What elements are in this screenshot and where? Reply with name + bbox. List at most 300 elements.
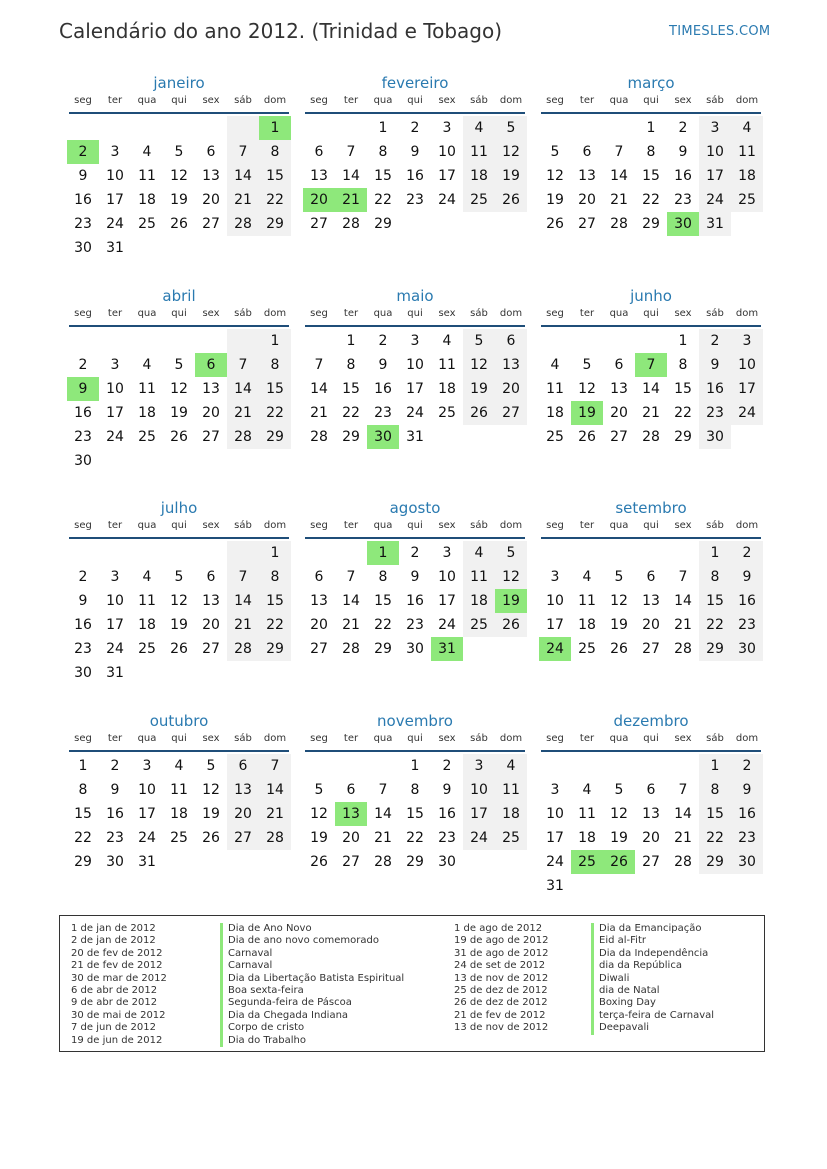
day-cell: 16 <box>74 192 92 208</box>
empty-cell <box>495 850 527 874</box>
day-cell: 14 <box>259 778 291 802</box>
holiday-day-cell: 19 <box>571 401 603 425</box>
header-rule <box>69 750 289 752</box>
legend-date: 21 de fev de 2012 <box>454 1009 546 1021</box>
day-cell: 18 <box>463 589 495 613</box>
week-row <box>67 353 291 377</box>
day-cell: 12 <box>578 381 596 397</box>
week-row <box>67 140 291 164</box>
day-cell: 5 <box>206 758 216 774</box>
empty-cell <box>195 329 227 353</box>
weekday-label: qua <box>373 520 393 531</box>
day-cell: 8 <box>78 782 88 798</box>
day-cell: 27 <box>495 401 527 425</box>
day-cell: 29 <box>374 641 392 657</box>
day-cell: 15 <box>374 593 392 609</box>
week-row <box>67 613 291 637</box>
empty-cell <box>131 236 163 260</box>
empty-cell <box>99 329 131 353</box>
empty-cell <box>731 425 763 449</box>
day-cell: 31 <box>106 240 124 256</box>
week-row <box>303 541 527 565</box>
holiday-day-cell: 20 <box>303 188 335 212</box>
day-cell: 23 <box>406 192 424 208</box>
day-cell: 10 <box>463 778 495 802</box>
day-cell: 11 <box>438 357 456 373</box>
empty-cell <box>699 874 731 898</box>
weekday-label: qui <box>643 733 659 744</box>
day-cell: 12 <box>310 806 328 822</box>
day-cell: 16 <box>674 168 692 184</box>
week-row <box>67 637 291 661</box>
empty-cell <box>603 116 635 140</box>
weekday-header <box>539 308 763 325</box>
day-cell: 29 <box>74 854 92 870</box>
day-cell: 24 <box>106 641 124 657</box>
day-cell: 31 <box>138 854 156 870</box>
day-cell: 2 <box>410 545 420 561</box>
month-agosto <box>303 498 527 661</box>
day-cell: 16 <box>406 168 424 184</box>
empty-cell <box>731 874 763 898</box>
legend-holiday-name: Dia de ano novo comemorado <box>220 935 404 947</box>
weekday-label: sáb <box>234 733 252 744</box>
day-cell: 17 <box>106 192 124 208</box>
day-cell: 3 <box>142 758 152 774</box>
weekday-label: qui <box>407 95 423 106</box>
week-row <box>539 116 763 140</box>
day-cell: 10 <box>699 140 731 164</box>
weekday-header <box>539 520 763 537</box>
week-row <box>539 541 763 565</box>
weekday-label: seg <box>546 520 564 531</box>
month-name: novembro <box>377 712 453 730</box>
weekday-label: sáb <box>470 520 488 531</box>
week-row <box>303 565 527 589</box>
day-cell: 30 <box>74 240 92 256</box>
week-row <box>67 212 291 236</box>
legend-date: 1 de jan de 2012 <box>71 923 156 934</box>
day-cell: 3 <box>731 329 763 353</box>
empty-cell <box>227 541 259 565</box>
day-cell: 30 <box>699 425 731 449</box>
day-cell: 14 <box>227 589 259 613</box>
weekday-label: dom <box>263 95 287 106</box>
day-cell: 13 <box>642 593 660 609</box>
empty-cell <box>603 874 635 898</box>
week-row <box>539 401 763 425</box>
day-cell: 1 <box>259 329 291 353</box>
month-name: junho <box>630 287 672 305</box>
day-cell: 12 <box>170 381 188 397</box>
day-cell: 8 <box>346 357 356 373</box>
day-cell: 9 <box>410 569 420 585</box>
week-row <box>303 353 527 377</box>
week-row <box>539 353 763 377</box>
weekday-label: ter <box>343 308 359 319</box>
day-cell: 6 <box>646 782 656 798</box>
day-cell: 4 <box>463 541 495 565</box>
day-cell: 1 <box>410 758 420 774</box>
day-cell: 25 <box>138 216 156 232</box>
holiday-day-cell: 30 <box>667 212 699 236</box>
legend-date: 30 de mar de 2012 <box>71 972 167 984</box>
day-cell: 22 <box>259 613 291 637</box>
day-cell: 11 <box>578 593 596 609</box>
weekday-label: seg <box>74 733 92 744</box>
day-cell: 9 <box>410 144 420 160</box>
day-cell: 5 <box>495 116 527 140</box>
day-cell: 27 <box>578 216 596 232</box>
day-cell: 20 <box>578 192 596 208</box>
day-cell: 26 <box>546 216 564 232</box>
week-row <box>539 850 763 874</box>
day-cell: 30 <box>438 854 456 870</box>
day-cell: 23 <box>74 429 92 445</box>
week-row <box>303 329 527 353</box>
weekday-label: ter <box>107 520 123 531</box>
day-cell: 26 <box>495 188 527 212</box>
legend-date: 21 de fev de 2012 <box>71 960 163 972</box>
header-rule <box>541 537 761 539</box>
day-cell: 30 <box>74 665 92 681</box>
day-cell: 15 <box>74 806 92 822</box>
empty-cell <box>635 874 667 898</box>
weekday-header <box>67 733 291 750</box>
day-cell: 20 <box>227 802 259 826</box>
day-cell: 18 <box>495 802 527 826</box>
day-cell: 9 <box>78 593 88 609</box>
legend-holiday-name: Boxing Day <box>591 997 714 1009</box>
day-cell: 21 <box>310 405 328 421</box>
week-row <box>303 637 527 661</box>
day-cell: 16 <box>74 617 92 633</box>
day-cell: 13 <box>642 806 660 822</box>
day-cell: 3 <box>110 144 120 160</box>
day-cell: 22 <box>374 192 392 208</box>
day-cell: 28 <box>227 425 259 449</box>
legend-holiday-name: Dia de Ano Novo <box>220 923 404 935</box>
legend-holiday-name: Boa sexta-feira <box>220 985 404 997</box>
weekday-label: qui <box>407 520 423 531</box>
week-row <box>303 377 527 401</box>
day-cell: 29 <box>674 429 692 445</box>
day-cell: 27 <box>310 641 328 657</box>
weekday-label: dom <box>263 733 287 744</box>
legend-date: 2 de jan de 2012 <box>71 935 156 947</box>
week-row <box>539 425 763 449</box>
week-row <box>67 850 291 874</box>
weekday-label: dom <box>499 95 523 106</box>
legend-holiday-name: Carnaval <box>220 960 404 972</box>
day-cell: 24 <box>106 429 124 445</box>
empty-cell <box>163 541 195 565</box>
weekday-label: qua <box>137 520 157 531</box>
day-cell: 29 <box>699 637 731 661</box>
weekday-label: dom <box>735 733 759 744</box>
day-cell: 8 <box>378 569 388 585</box>
day-cell: 3 <box>442 545 452 561</box>
empty-cell <box>227 850 259 874</box>
empty-cell <box>259 236 291 260</box>
day-cell: 14 <box>374 806 392 822</box>
day-cell: 4 <box>495 754 527 778</box>
weekday-label: sex <box>438 520 456 531</box>
weekday-label: seg <box>74 95 92 106</box>
empty-cell <box>259 449 291 473</box>
day-cell: 16 <box>374 381 392 397</box>
month-name: abril <box>162 287 196 305</box>
empty-cell <box>667 874 699 898</box>
weekday-label: qui <box>171 95 187 106</box>
weekday-label: sáb <box>706 520 724 531</box>
weekday-label: ter <box>579 733 595 744</box>
empty-cell <box>335 541 367 565</box>
weekday-label: sáb <box>234 95 252 106</box>
day-cell: 14 <box>674 593 692 609</box>
empty-cell <box>539 329 571 353</box>
month-name: janeiro <box>153 74 205 92</box>
header-rule <box>541 112 761 114</box>
week-row <box>67 778 291 802</box>
day-cell: 30 <box>406 641 424 657</box>
day-cell: 4 <box>550 357 560 373</box>
day-cell: 20 <box>642 617 660 633</box>
day-cell: 18 <box>138 617 156 633</box>
weekday-label: seg <box>546 308 564 319</box>
holiday-day-cell: 13 <box>335 802 367 826</box>
weekday-header <box>67 95 291 112</box>
day-cell: 10 <box>406 357 424 373</box>
legend-holiday-name: terça-feira de Carnaval <box>591 1010 714 1022</box>
holiday-day-cell: 19 <box>495 589 527 613</box>
weekday-header <box>303 308 527 325</box>
empty-cell <box>195 116 227 140</box>
weekday-label: sex <box>674 733 692 744</box>
day-cell: 23 <box>731 826 763 850</box>
day-cell: 11 <box>578 806 596 822</box>
day-cell: 18 <box>138 405 156 421</box>
weekday-label: sáb <box>234 520 252 531</box>
day-cell: 12 <box>170 168 188 184</box>
week-row <box>303 425 527 449</box>
day-cell: 6 <box>582 144 592 160</box>
holiday-day-cell: 6 <box>195 353 227 377</box>
empty-cell <box>603 541 635 565</box>
day-cell: 29 <box>642 216 660 232</box>
day-cell: 21 <box>227 188 259 212</box>
empty-cell <box>667 541 699 565</box>
header-rule <box>305 325 525 327</box>
empty-cell <box>163 236 195 260</box>
day-cell: 12 <box>610 593 628 609</box>
day-cell: 29 <box>259 425 291 449</box>
day-cell: 4 <box>731 116 763 140</box>
holiday-day-cell: 21 <box>335 188 367 212</box>
day-cell: 6 <box>206 569 216 585</box>
day-cell: 15 <box>342 381 360 397</box>
site-name[interactable]: TIMESLES.COM <box>669 24 771 39</box>
day-cell: 29 <box>699 850 731 874</box>
day-cell: 7 <box>614 144 624 160</box>
weekday-label: qua <box>137 95 157 106</box>
day-cell: 19 <box>610 617 628 633</box>
day-cell: 5 <box>314 782 324 798</box>
day-cell: 11 <box>170 782 188 798</box>
day-cell: 28 <box>342 216 360 232</box>
weekday-label: sáb <box>470 733 488 744</box>
weekday-label: dom <box>499 733 523 744</box>
week-row <box>539 212 763 236</box>
day-cell: 6 <box>346 782 356 798</box>
day-cell: 14 <box>342 168 360 184</box>
day-cell: 27 <box>342 854 360 870</box>
weekday-label: qua <box>609 520 629 531</box>
day-cell: 27 <box>227 826 259 850</box>
holiday-day-cell: 7 <box>635 353 667 377</box>
empty-cell <box>431 212 463 236</box>
month-name: setembro <box>615 499 687 517</box>
day-cell: 27 <box>310 216 328 232</box>
day-cell: 28 <box>342 641 360 657</box>
day-cell: 24 <box>138 830 156 846</box>
day-cell: 22 <box>674 405 692 421</box>
week-row <box>539 329 763 353</box>
day-cell: 24 <box>463 826 495 850</box>
day-cell: 31 <box>406 429 424 445</box>
day-cell: 5 <box>582 357 592 373</box>
day-cell: 21 <box>642 405 660 421</box>
month-março <box>539 73 763 236</box>
empty-cell <box>303 754 335 778</box>
day-cell: 8 <box>259 140 291 164</box>
day-cell: 28 <box>674 854 692 870</box>
month-name: dezembro <box>613 712 689 730</box>
legend-date: 6 de abr de 2012 <box>71 984 158 996</box>
empty-cell <box>195 449 227 473</box>
empty-cell <box>195 850 227 874</box>
day-cell: 25 <box>170 830 188 846</box>
day-cell: 13 <box>202 381 220 397</box>
header-rule <box>305 537 525 539</box>
day-cell: 2 <box>110 758 120 774</box>
day-cell: 13 <box>310 168 328 184</box>
day-cell: 6 <box>314 569 324 585</box>
empty-cell <box>131 329 163 353</box>
empty-cell <box>463 637 495 661</box>
empty-cell <box>571 329 603 353</box>
day-cell: 2 <box>678 120 688 136</box>
empty-cell <box>99 541 131 565</box>
week-row <box>303 140 527 164</box>
empty-cell <box>99 449 131 473</box>
holiday-day-cell: 24 <box>539 637 571 661</box>
empty-cell <box>303 116 335 140</box>
day-cell: 21 <box>674 830 692 846</box>
day-cell: 6 <box>227 754 259 778</box>
header-rule <box>541 325 761 327</box>
day-cell: 1 <box>646 120 656 136</box>
day-cell: 24 <box>406 405 424 421</box>
weekday-label: sáb <box>706 95 724 106</box>
week-row <box>67 661 291 685</box>
day-cell: 13 <box>202 168 220 184</box>
weekday-label: seg <box>310 95 328 106</box>
weekday-label: sáb <box>470 308 488 319</box>
empty-cell <box>259 661 291 685</box>
day-cell: 23 <box>731 613 763 637</box>
empty-cell <box>163 661 195 685</box>
day-cell: 20 <box>310 617 328 633</box>
weekday-label: sex <box>674 95 692 106</box>
week-row <box>67 164 291 188</box>
day-cell: 22 <box>259 401 291 425</box>
day-cell: 22 <box>642 192 660 208</box>
empty-cell <box>635 541 667 565</box>
weekday-header <box>539 95 763 112</box>
week-row <box>303 188 527 212</box>
holiday-day-cell: 9 <box>67 377 99 401</box>
empty-cell <box>463 212 495 236</box>
empty-cell <box>335 754 367 778</box>
legend-date: 25 de dez de 2012 <box>454 984 548 996</box>
day-cell: 15 <box>699 589 731 613</box>
day-cell: 4 <box>582 569 592 585</box>
weekday-label: sex <box>438 95 456 106</box>
day-cell: 10 <box>138 782 156 798</box>
empty-cell <box>463 850 495 874</box>
day-cell: 13 <box>310 593 328 609</box>
legend-holiday-name: Deepavali <box>591 1022 714 1034</box>
day-cell: 27 <box>202 216 220 232</box>
day-cell: 3 <box>442 120 452 136</box>
week-row <box>67 589 291 613</box>
day-cell: 3 <box>550 569 560 585</box>
day-cell: 29 <box>342 429 360 445</box>
day-cell: 15 <box>674 381 692 397</box>
empty-cell <box>163 329 195 353</box>
day-cell: 4 <box>582 782 592 798</box>
empty-cell <box>131 449 163 473</box>
legend-holiday-name: Dia da Independência <box>591 948 714 960</box>
empty-cell <box>131 661 163 685</box>
header-rule <box>69 325 289 327</box>
day-cell: 27 <box>202 429 220 445</box>
day-cell: 3 <box>699 116 731 140</box>
day-cell: 14 <box>674 806 692 822</box>
day-cell: 30 <box>74 453 92 469</box>
weekday-header <box>67 308 291 325</box>
weekday-label: dom <box>735 95 759 106</box>
empty-cell <box>303 541 335 565</box>
day-cell: 7 <box>227 353 259 377</box>
day-cell: 2 <box>78 357 88 373</box>
day-cell: 11 <box>138 381 156 397</box>
day-cell: 11 <box>463 565 495 589</box>
header-rule <box>541 750 761 752</box>
week-row <box>67 802 291 826</box>
weekday-label: sex <box>674 520 692 531</box>
day-cell: 23 <box>406 617 424 633</box>
day-cell: 8 <box>699 778 731 802</box>
day-cell: 12 <box>495 140 527 164</box>
empty-cell <box>539 116 571 140</box>
weekday-label: qui <box>643 520 659 531</box>
empty-cell <box>667 754 699 778</box>
month-setembro <box>539 498 763 661</box>
day-cell: 22 <box>259 188 291 212</box>
day-cell: 20 <box>202 617 220 633</box>
